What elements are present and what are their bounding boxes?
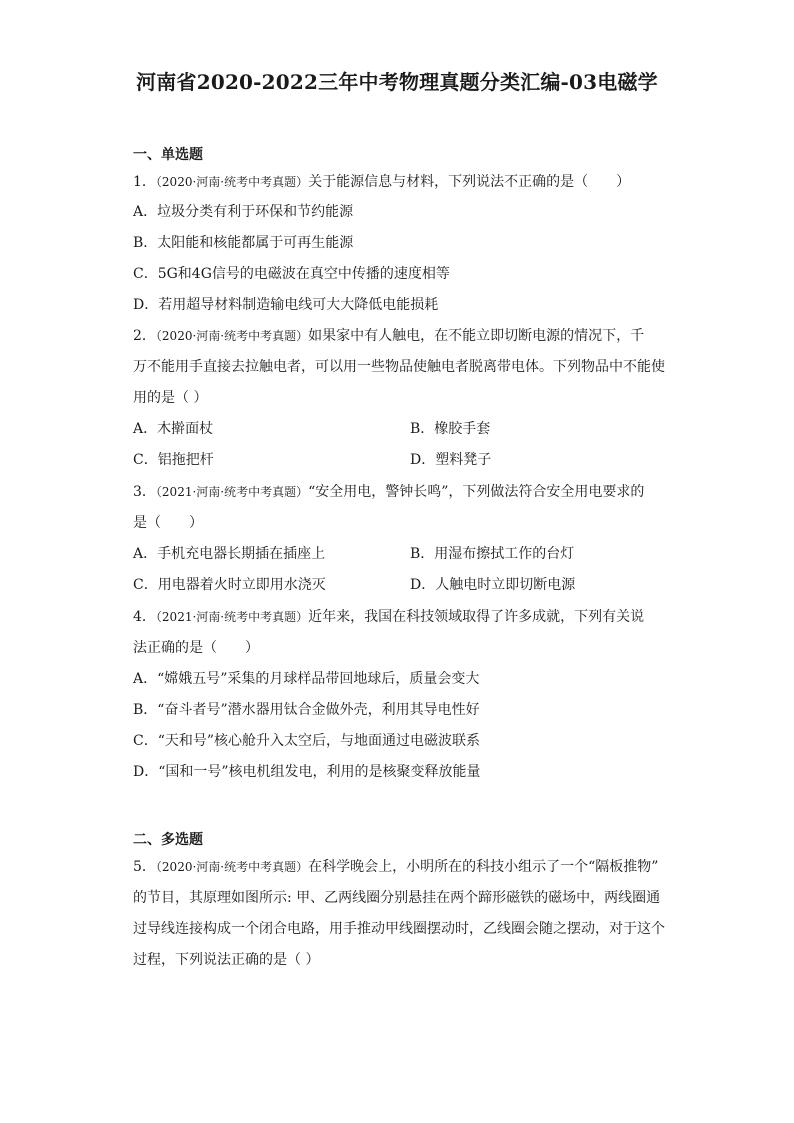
question-2-option-c: C．铝拖把杆 [133,452,214,468]
question-5-text-line-3: 过导线连接构成一个闭合电路，用手推动甲线圈摆动时，乙线圈会随之摆动，对于这个 [133,921,665,937]
question-number: 4． [133,609,156,625]
question-4-option-c: C．“天和号”核心舱升入太空后，与地面通过电磁波联系 [133,733,481,749]
question-number: 5． [133,859,156,875]
question-4-option-a: A．“嫦娥五号”采集的月球样品带回地球后，质量会变大 [133,671,480,687]
question-number: 2． [133,328,156,344]
question-text-line: 如果家中有人触电，在不能立即切断电源的情况下，千 [308,328,645,344]
question-4-text-line-2: 法正确的是（ ） [133,640,259,656]
question-3-option-c: C．用电器着火时立即用水浇灭 [133,577,326,593]
question-text-line: 关于能源信息与材料，下列说法不正确的是（ ） [308,174,631,190]
question-3-option-b: B．用湿布擦拭工作的台灯 [410,546,575,562]
question-source: （2020·河南·统考中考真题） [155,860,309,874]
question-source: （2021·河南·统考中考真题） [155,485,309,499]
question-3-option-a: A．手机充电器长期插在插座上 [133,546,326,562]
question-2-option-d: D．塑料凳子 [410,452,492,468]
question-4-option-d: D．“国和一号”核电机组发电，利用的是核聚变释放能量 [133,764,481,780]
question-1-option-d: D．若用超导材料制造输电线可大大降低电能损耗 [133,297,439,313]
question-source: （2020·河南·统考中考真题） [155,175,309,189]
question-3-stem [133,481,644,503]
question-2-option-a: A．木擀面杖 [133,421,214,437]
question-5-text-line-4: 过程，下列说法正确的是（ ） [133,952,320,968]
question-1-option-b: B．太阳能和核能都属于可再生能源 [133,235,354,251]
question-1-option-c: C．5G和4G信号的电磁波在真空中传播的速度相等 [133,266,450,282]
question-5-text-line-2: 的节目，其原理如图所示: 甲、乙两线圈分别悬挂在两个蹄形磁铁的磁场中，两线圈通 [133,890,661,906]
question-2-stem [133,325,644,347]
question-5-stem [133,856,658,878]
question-4-option-b: B．“奋斗者号”潜水器用钛合金做外壳，利用其导电性好 [133,702,480,718]
question-text-line: 近年来，我国在科技领域取得了许多成就，下列有关说 [308,609,645,625]
question-3-text-line-2: 是（ ） [133,515,203,531]
question-3-option-d: D．人触电时立即切断电源 [410,577,576,593]
question-number: 3． [133,484,156,500]
question-1-stem [133,171,630,193]
question-text-line: “安全用电，警钟长鸣”，下列做法符合安全用电要求的 [308,484,645,500]
question-text-line: 在科学晚会上，小明所在的科技小组示了一个“隔板推物” [308,859,659,875]
question-4-stem [133,606,644,628]
question-source: （2021·河南·统考中考真题） [155,610,309,624]
question-source: （2020·河南·统考中考真题） [155,329,309,343]
section-heading-single-choice: 一、单选题 [133,147,203,163]
question-2-text-line-3: 用的是（ ） [133,390,208,406]
question-1-option-a: A．垃圾分类有利于环保和节约能源 [133,204,354,220]
question-number: 1． [133,174,156,190]
question-2-option-b: B．橡胶手套 [410,421,491,437]
section-heading-multiple-choice: 二、多选题 [133,832,203,848]
question-2-text-line-2: 万不能用手直接去拉触电者，可以用一些物品使触电者脱离带电体。下列物品中不能使 [133,359,665,375]
document-title: 河南省2020-2022三年中考物理真题分类汇编-03电磁学 [136,70,658,94]
